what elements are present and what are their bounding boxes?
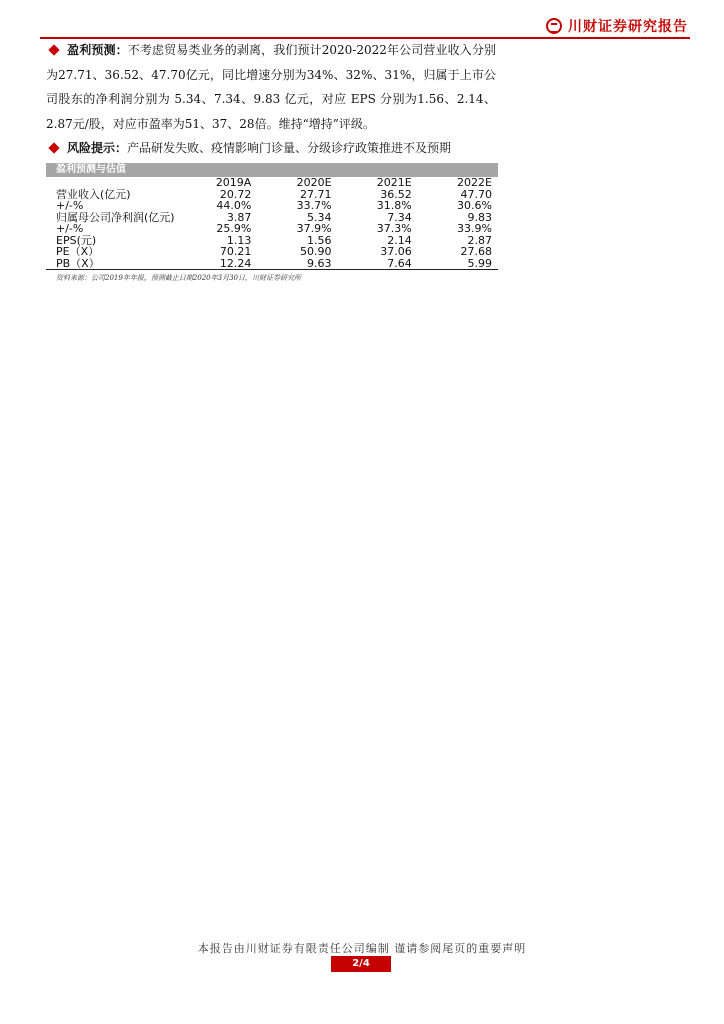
table-row — [46, 235, 498, 247]
table-cell: 25.9% — [216, 222, 252, 235]
table-cell: 9.83 — [467, 210, 492, 224]
table-cell: 5.34 — [307, 210, 332, 224]
table-row — [46, 246, 498, 258]
diamond-bullet-icon — [48, 44, 59, 55]
table-cell: 1.56 — [307, 233, 332, 247]
table-cell: 70.21 — [219, 245, 252, 258]
table-cell: 33.9% — [457, 222, 492, 235]
risk-paragraph — [46, 136, 496, 161]
table-cell: 44.0% — [216, 199, 252, 212]
table-cell: 12.24 — [219, 256, 252, 270]
table-row — [46, 189, 498, 201]
table-header-row — [46, 177, 498, 189]
table-cell: 36.52 — [380, 187, 412, 201]
table-row — [46, 212, 498, 224]
profit-forecast-text: 不考虑贸易类业务的剥离，我们预计2020-2022年公司营业收入分别为27.71、36.52、47.70亿元，同比增速分别为34%、32%、31%，归属于上市公司股东的净利润分别为 5.34、7.34、9.83 亿元，对应 EPS 分别为1.56、2.14、2.87元/股，对应市盈率为51、37、28倍。维持“增持”评级。 — [46, 43, 496, 131]
page-number: 2/4 — [331, 956, 391, 972]
table-bottom-rule — [46, 269, 498, 270]
row-label: 营业收入(亿元) — [56, 187, 131, 201]
row-label: +/-% — [56, 222, 84, 235]
table-cell: 27.68 — [460, 245, 492, 258]
risk-text: 产品研发失败、疫情影响门诊量、分级诊疗政策推进不及预期 — [127, 141, 452, 155]
header-blank — [46, 177, 176, 189]
profit-forecast-paragraph — [46, 38, 496, 136]
row-label: 归属母公司净利润(亿元) — [56, 210, 175, 224]
row-label: EPS(元) — [56, 233, 97, 247]
column-header: 2019A — [215, 176, 252, 189]
valuation-table — [46, 177, 498, 269]
page-header — [40, 14, 690, 38]
chuancai-logo-icon — [546, 18, 562, 34]
table-title: 盈利预测与估值 — [46, 163, 498, 177]
row-label: +/-% — [56, 199, 84, 212]
footer-disclaimer: 本报告由川财证券有限责任公司编制 谨请参阅尾页的重要声明 — [197, 942, 527, 955]
forecast-table — [46, 163, 498, 283]
brand — [546, 16, 688, 36]
table-cell: 1.13 — [226, 233, 252, 247]
column-header: 2021E — [376, 176, 412, 189]
table-cell: 37.06 — [380, 245, 412, 258]
table-cell: 7.34 — [387, 210, 412, 224]
table-cell: 30.6% — [457, 199, 492, 212]
table-row — [46, 223, 498, 235]
row-label: PE（X） — [56, 245, 100, 258]
table-cell: 37.9% — [296, 222, 332, 235]
table-cell: 37.3% — [376, 222, 412, 235]
table-cell: 2.87 — [467, 233, 492, 247]
table-cell: 31.8% — [376, 199, 412, 212]
column-header: 2020E — [296, 176, 332, 189]
row-label: PB（X） — [56, 256, 100, 270]
table-cell: 20.72 — [219, 187, 252, 201]
table-cell: 9.63 — [307, 256, 332, 270]
table-cell: 33.7% — [296, 199, 332, 212]
table-cell: 2.14 — [387, 233, 412, 247]
profit-forecast-lead: 盈利预测： — [67, 43, 128, 57]
table-row — [46, 258, 498, 270]
risk-lead: 风险提示： — [67, 141, 128, 155]
table-row — [46, 200, 498, 212]
table-cell: 3.87 — [226, 210, 252, 224]
column-header: 2022E — [457, 176, 492, 189]
table-cell: 47.70 — [460, 187, 492, 201]
diamond-bullet-icon — [48, 142, 59, 153]
brand-name: 川财证券研究报告 — [568, 19, 688, 35]
table-cell: 5.99 — [467, 256, 492, 270]
table-cell: 7.64 — [387, 256, 412, 270]
table-source-note: 资料来源：公司2019年年报，预测截止日期2020年3月30日，川财证券研究所 — [56, 274, 301, 282]
table-cell: 27.71 — [300, 187, 332, 201]
table-cell: 50.90 — [300, 245, 332, 258]
